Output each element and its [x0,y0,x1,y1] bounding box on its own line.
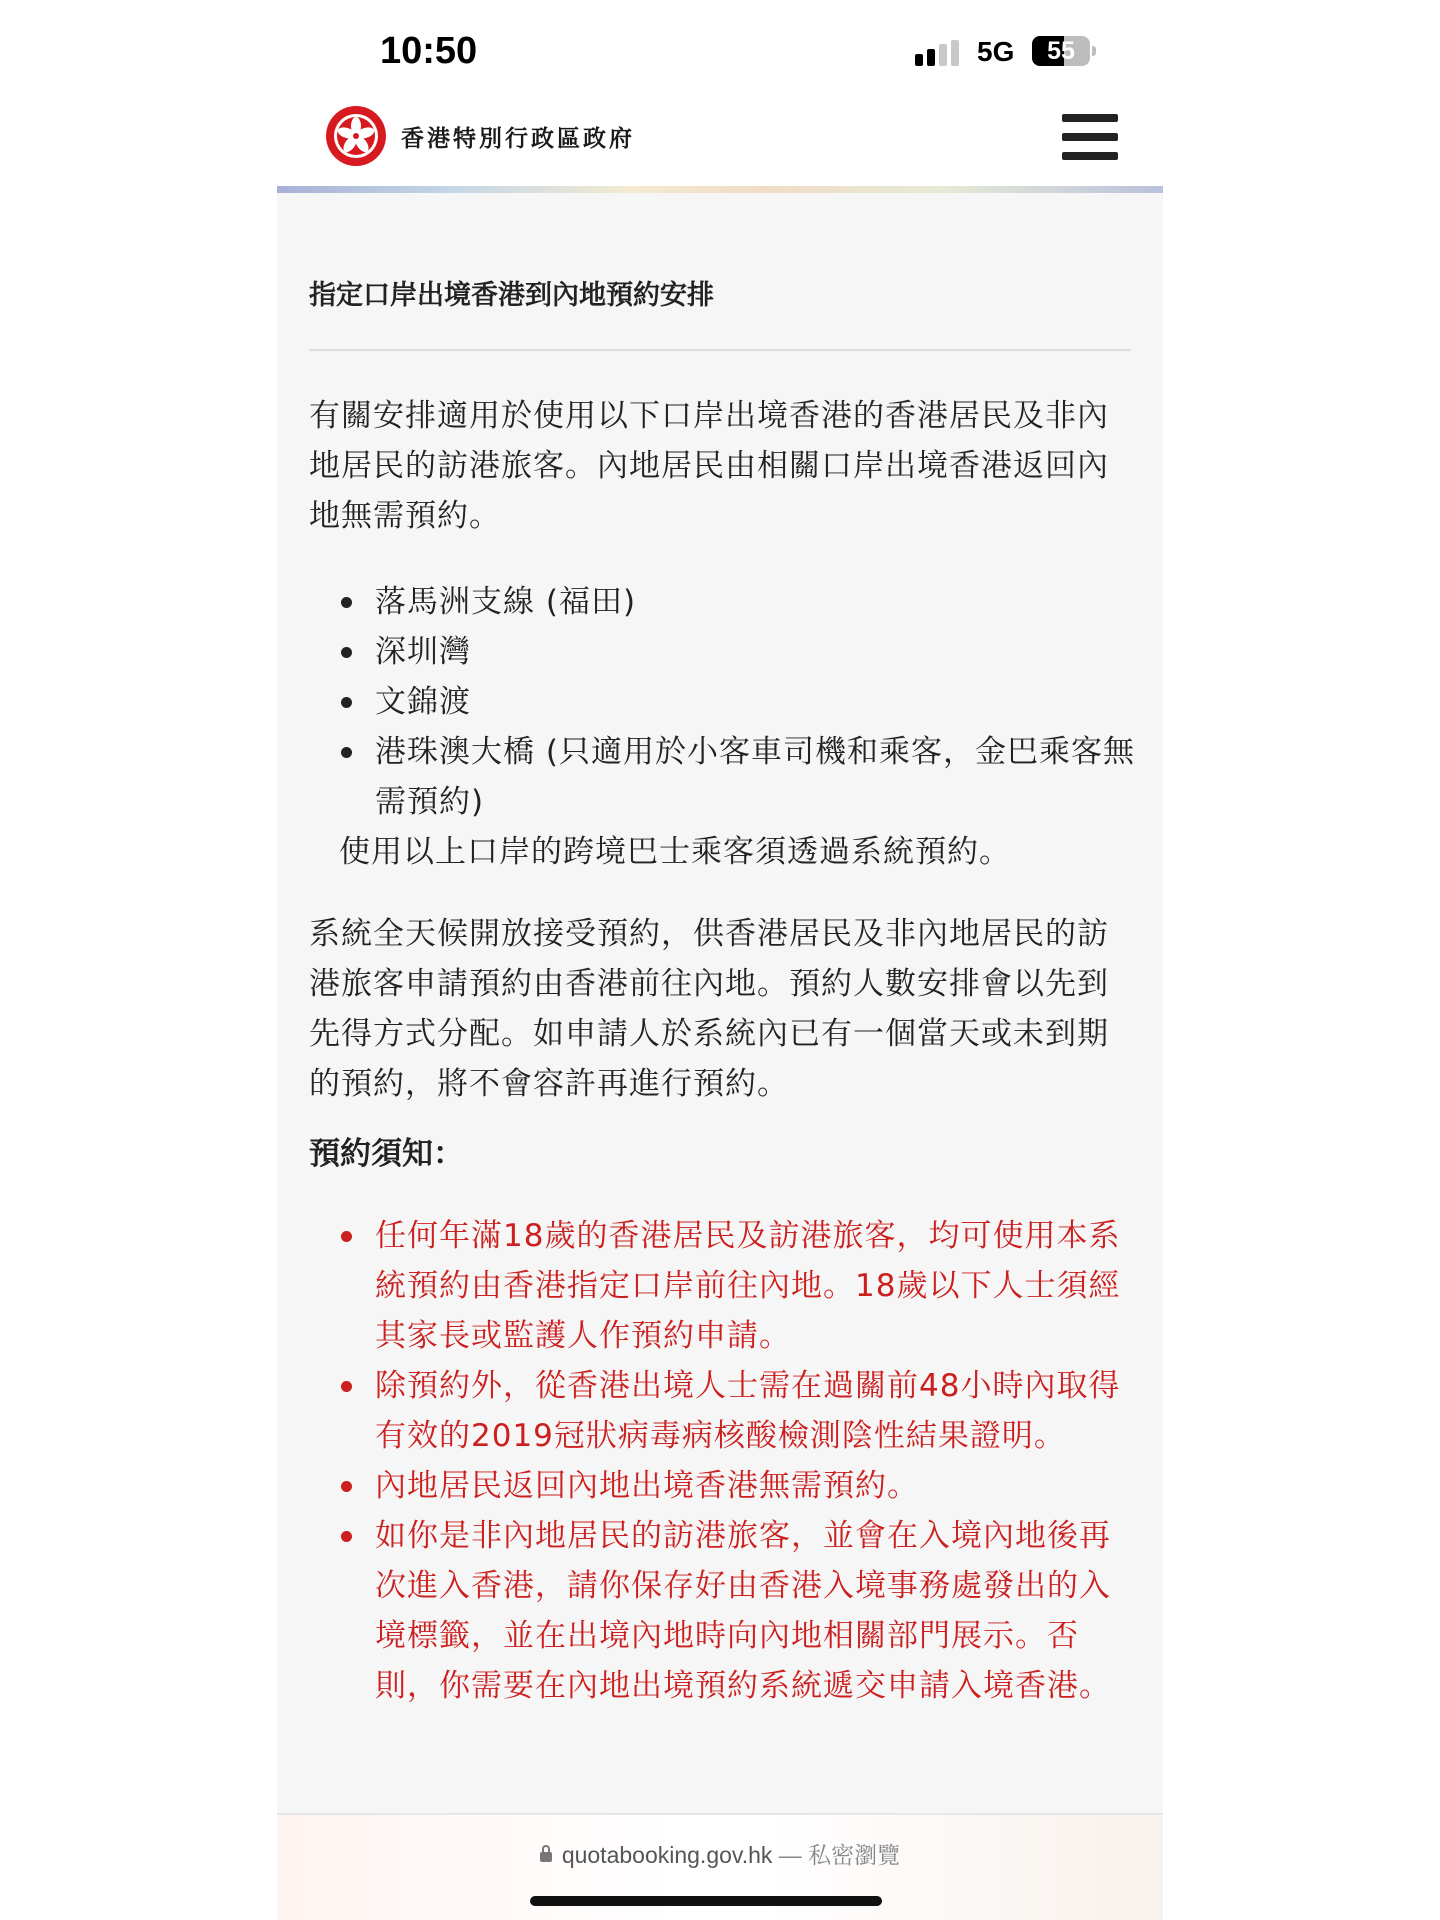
lock-icon [540,1852,552,1862]
notice-list-item: 內地居民返回內地出境香港無需預約。 [309,1461,1135,1511]
main-content [277,193,1163,1813]
hamburger-menu-icon[interactable] [1062,114,1118,162]
status-time: 10:50 [380,30,478,72]
site-name[interactable]: 香港特別行政區政府 [401,126,635,152]
notice-list [309,1211,1135,1711]
battery-icon [1032,36,1090,66]
address-display[interactable] [277,1837,1163,1870]
intro-paragraph: 有關安排適用於使用以下口岸出境香港的香港居民及非內地居民的訪港旅客。內地居民由相關口岸出境香港返回內地無需預約。 [309,398,1109,534]
home-indicator[interactable] [530,1896,882,1906]
browser-address-bar[interactable] [277,1815,1163,1920]
battery-level: 55 [1047,37,1075,65]
phone-screen [277,0,1163,1920]
private-browsing-label: 私密瀏覽 [808,1842,901,1868]
notice-list-item: 如你是非內地居民的訪港旅客，並會在入境內地後再次進入香港，請你保存好由香港入境事務處發出的入境標籤，並在出境內地時向內地相關部門展示。否則，你需要在內地出境預約系統遞交申請入境香港。 [309,1511,1135,1711]
status-bar [277,0,1163,100]
url-separator: — [772,1842,809,1868]
page-title: 指定口岸出境香港到內地預約安排 [309,280,714,311]
site-header [277,100,1163,190]
port-list-item: 深圳灣 [309,627,1135,677]
hksar-emblem-icon[interactable] [325,105,387,167]
battery-nub [1092,46,1096,56]
header-accent-bar [277,186,1163,193]
port-list-item: 港珠澳大橋 (只適用於小客車司機和乘客，金巴乘客無需預約) [309,727,1135,827]
bus-passenger-note: 使用以上口岸的跨境巴士乘客須透過系統預約。 [339,834,1011,870]
port-list-item: 文錦渡 [309,677,1135,727]
notice-list-item: 任何年滿18歲的香港居民及訪港旅客，均可使用本系統預約由香港指定口岸前往內地。18歲以下人士須經其家長或監護人作預約申請。 [309,1211,1135,1361]
system-paragraph: 系統全天候開放接受預約，供香港居民及非內地居民的訪港旅客申請預約由香港前往內地。預約人數安排會以先到先得方式分配。如申請人於系統內已有一個當天或未到期的預約，將不會容許再進行預約。 [309,916,1109,1102]
notice-list-item: 除預約外，從香港出境人士需在過關前48小時內取得有效的2019冠狀病毒病核酸檢測陰性結果證明。 [309,1361,1135,1461]
title-divider [309,349,1131,351]
network-type: 5G [977,36,1015,67]
port-list-item: 落馬洲支線 (福田) [309,577,1135,627]
cellular-signal-icon [915,40,963,66]
notice-heading: 預約須知： [309,1136,464,1172]
url-text: quotabooking.gov.hk [561,1842,773,1868]
port-list [309,577,1135,827]
